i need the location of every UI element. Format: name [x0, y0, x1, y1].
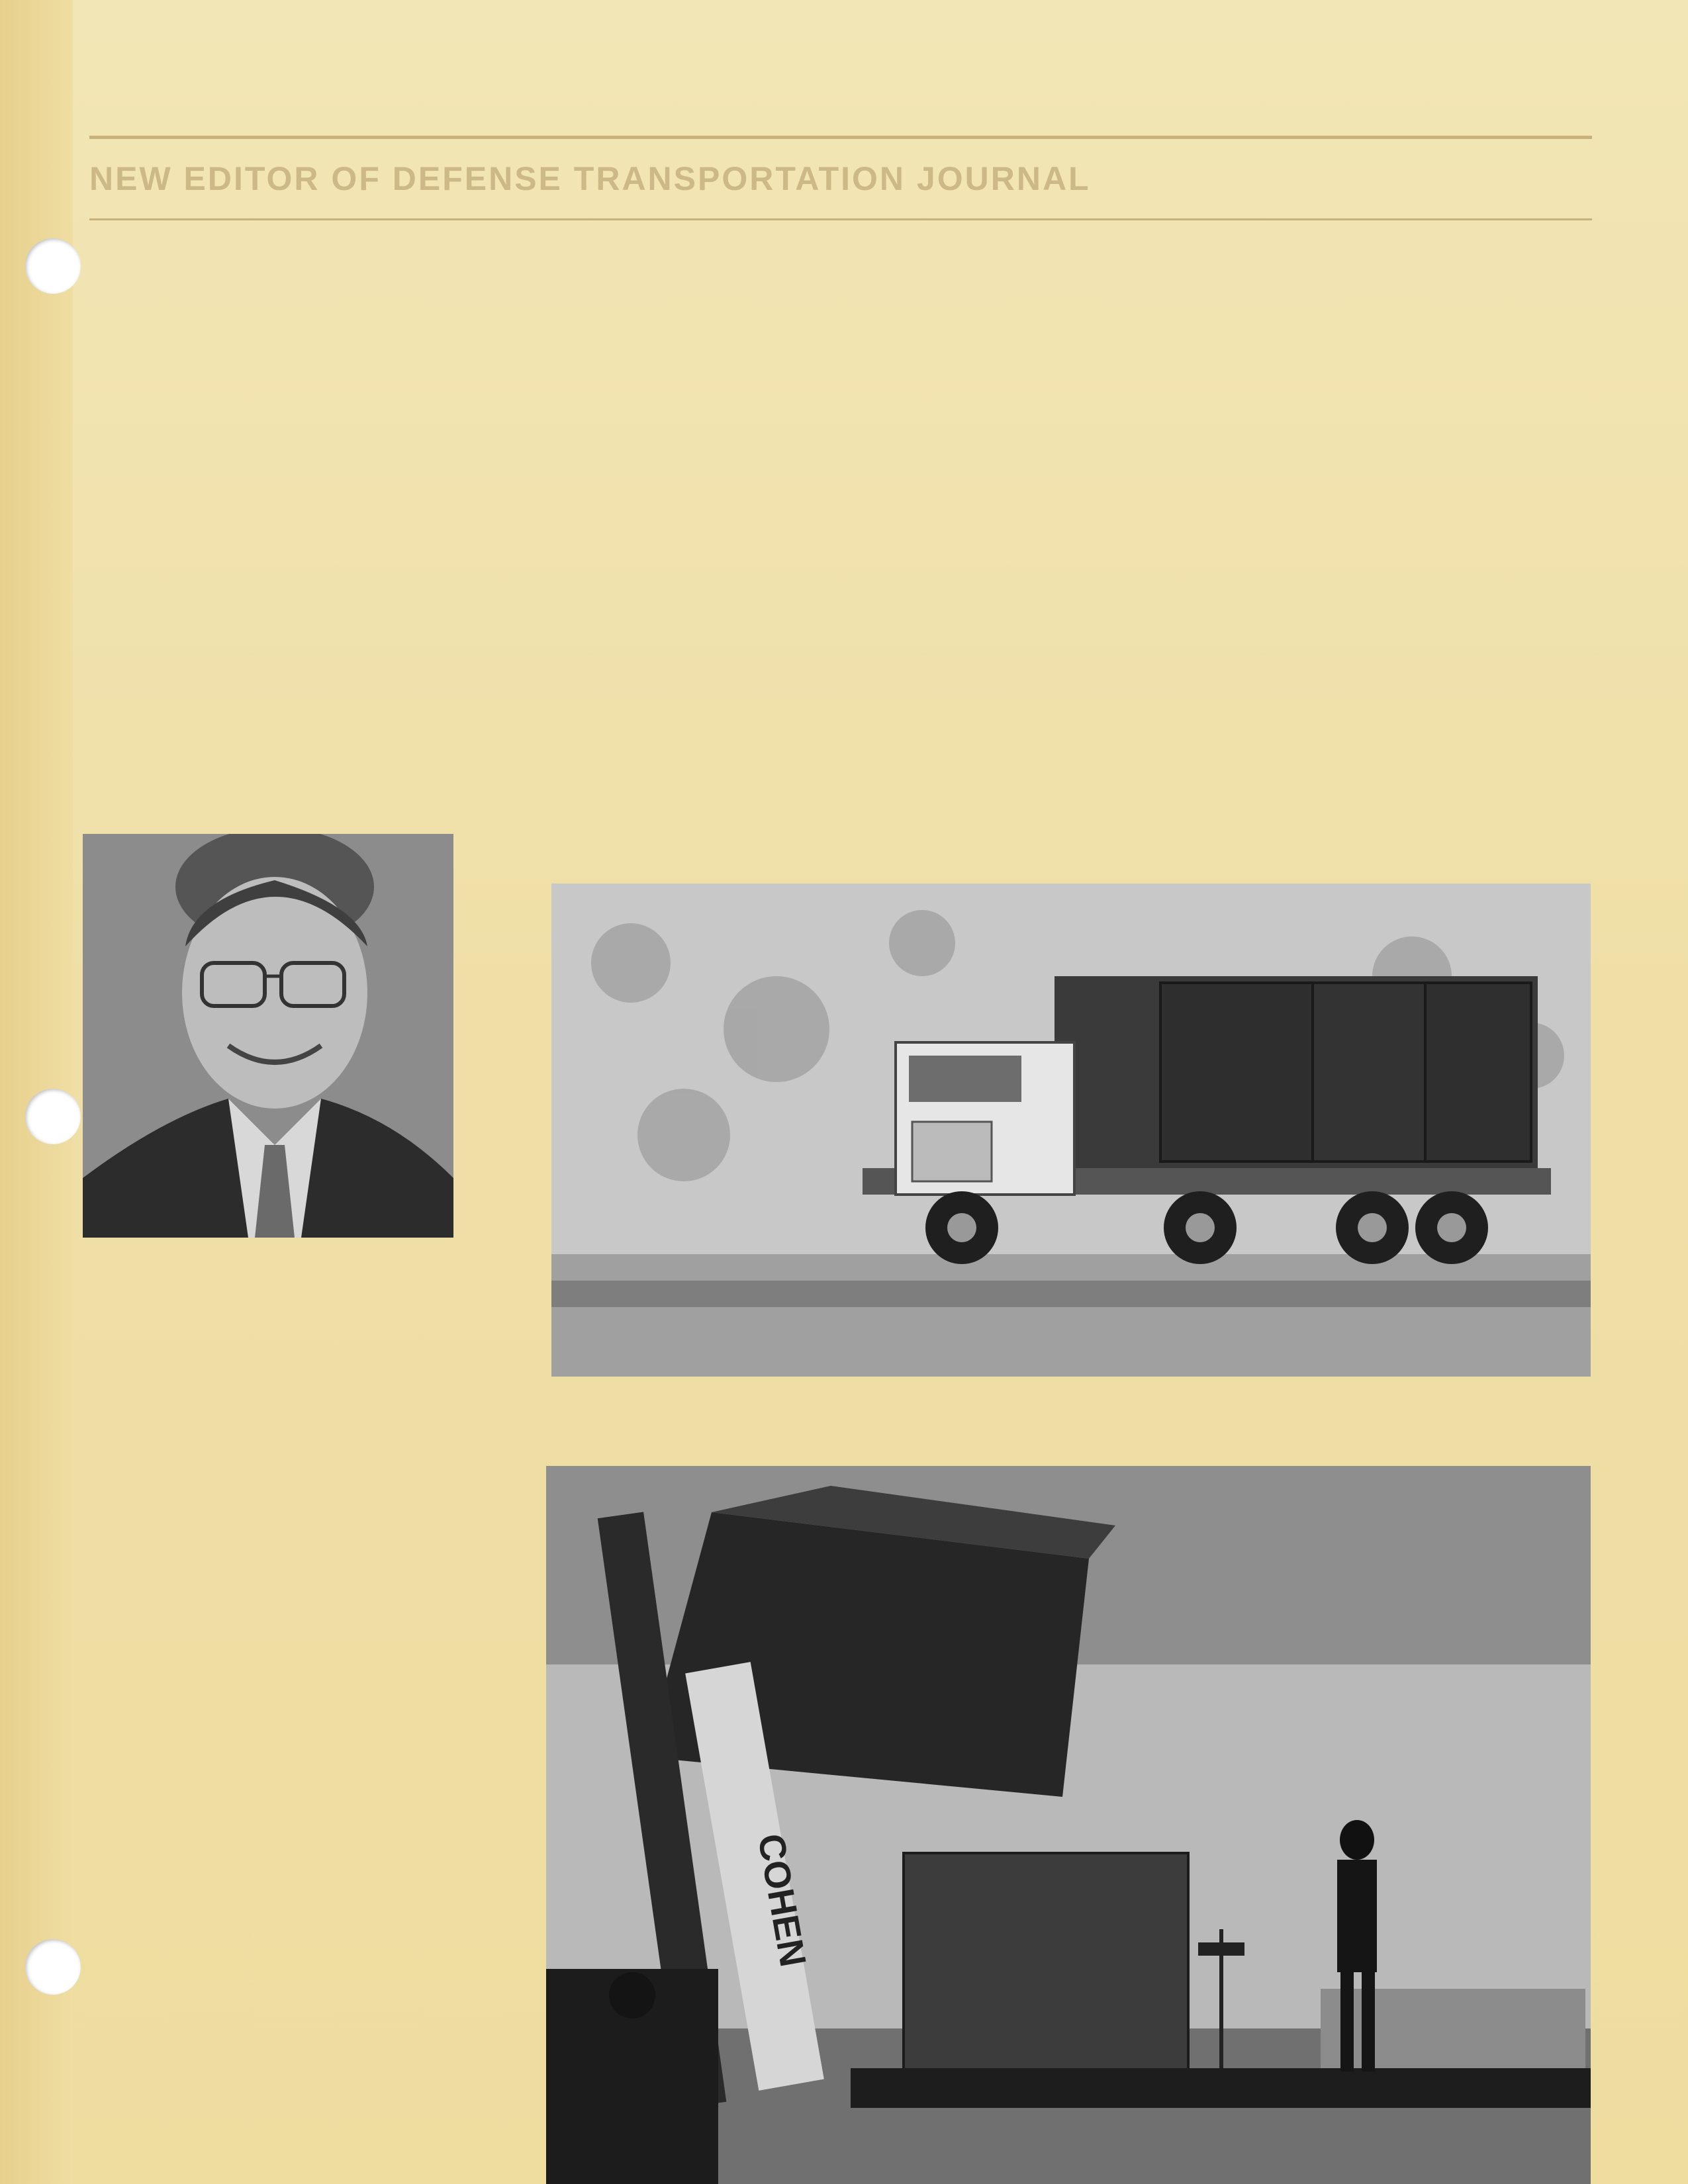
forklift-mast-lettering: COHEN [750, 1831, 815, 1970]
page-title: NEW EDITOR OF DEFENSE TRANSPORTATION JOURNAL [89, 160, 1091, 197]
truck-photo [551, 884, 1591, 1377]
truck-illustration [551, 884, 1591, 1377]
header-rule-top [89, 136, 1592, 139]
portrait-illustration [83, 834, 453, 1238]
page-header [89, 152, 1592, 205]
binder-hole-middle [25, 1089, 81, 1144]
forklift-illustration [546, 1466, 1591, 2184]
header-rule-bottom [89, 218, 1592, 220]
binder-hole-top [25, 238, 81, 294]
portrait-photo [83, 834, 453, 1238]
forklift-photo [546, 1466, 1591, 2184]
binder-hole-bottom [25, 1939, 81, 1995]
